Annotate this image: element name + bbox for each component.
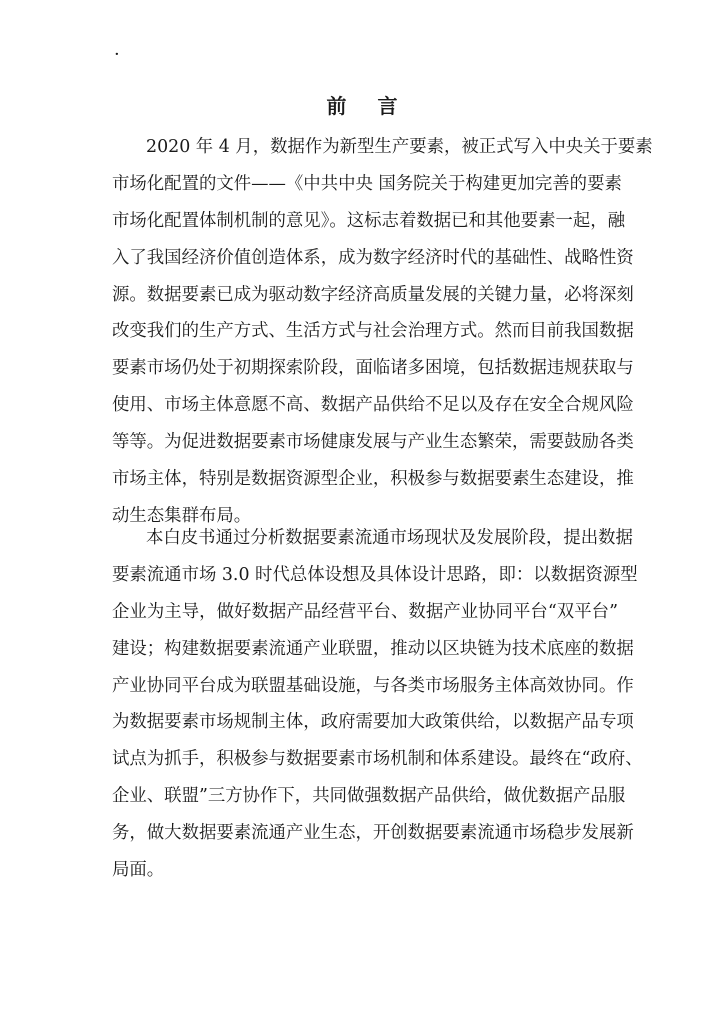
paragraph-line: 为数据要素市场规制主体，政府需要加大政策供给，以数据产品专项	[112, 712, 634, 733]
paragraph-line: 企业、联盟”三方协作下，共同做强数据产品供给，做优数据产品服	[112, 786, 626, 807]
paragraph-line: 本白皮书通过分析数据要素流通市场现状及发展阶段，提出数据	[146, 528, 633, 548]
paragraph-line: 市场主体，特别是数据资源型企业，积极参与数据要素生态建设，推	[112, 469, 634, 490]
paragraph-line: 源。数据要素已成为驱动数字经济高质量发展的关键力量，必将深刻	[112, 284, 634, 305]
foreword-paragraph-2	[112, 520, 643, 889]
paragraph-line: 市场化配置的文件——《中共中央 国务院关于构建更加完善的要素	[112, 173, 622, 194]
paragraph-line: 2020 年 4 月，数据作为新型生产要素，被正式写入中央关于要素	[146, 137, 653, 157]
paragraph-line: 要素流通市场 3.0 时代总体设想及具体设计思路，即：以数据资源型	[112, 564, 638, 585]
paragraph-line: 产业协同平台成为联盟基础设施，与各类市场服务主体高效协同。作	[112, 675, 634, 696]
paragraph-line: 使用、市场主体意愿不高、数据产品供给不足以及存在安全合规风险	[112, 395, 634, 416]
paragraph-line: 改变我们的生产方式、生活方式与社会治理方式。然而目前我国数据	[112, 321, 634, 342]
paragraph-line: 入了我国经济价值创造体系，成为数字经济时代的基础性、战略性资	[112, 247, 634, 268]
page-dot-mark: ·	[114, 44, 120, 65]
paragraph-line: 局面。	[112, 860, 165, 881]
page-title: 前 言	[326, 94, 410, 118]
paragraph-line: 建设；构建数据要素流通产业联盟，推动以区块链为技术底座的数据	[112, 638, 634, 659]
paragraph-line: 务，做大数据要素流通产业生态，开创数据要素流通市场稳步发展新	[112, 823, 634, 844]
paragraph-line: 企业为主导，做好数据产品经营平台、数据产业协同平台“双平台”	[112, 601, 618, 622]
paragraph-line: 等等。为促进数据要素市场健康发展与产业生态繁荣，需要鼓励各类	[112, 432, 634, 453]
paragraph-line: 要素市场仍处于初期探索阶段，面临诸多困境，包括数据违规获取与	[112, 358, 634, 379]
foreword-paragraph-1	[112, 129, 653, 535]
paragraph-line: 动生态集群布局。	[112, 505, 252, 526]
paragraph-line: 市场化配置体制机制的意见》。这标志着数据已和其他要素一起，融	[112, 210, 626, 231]
paragraph-line: 试点为抓手，积极参与数据要素市场机制和体系建设。最终在“政府、	[112, 749, 643, 770]
